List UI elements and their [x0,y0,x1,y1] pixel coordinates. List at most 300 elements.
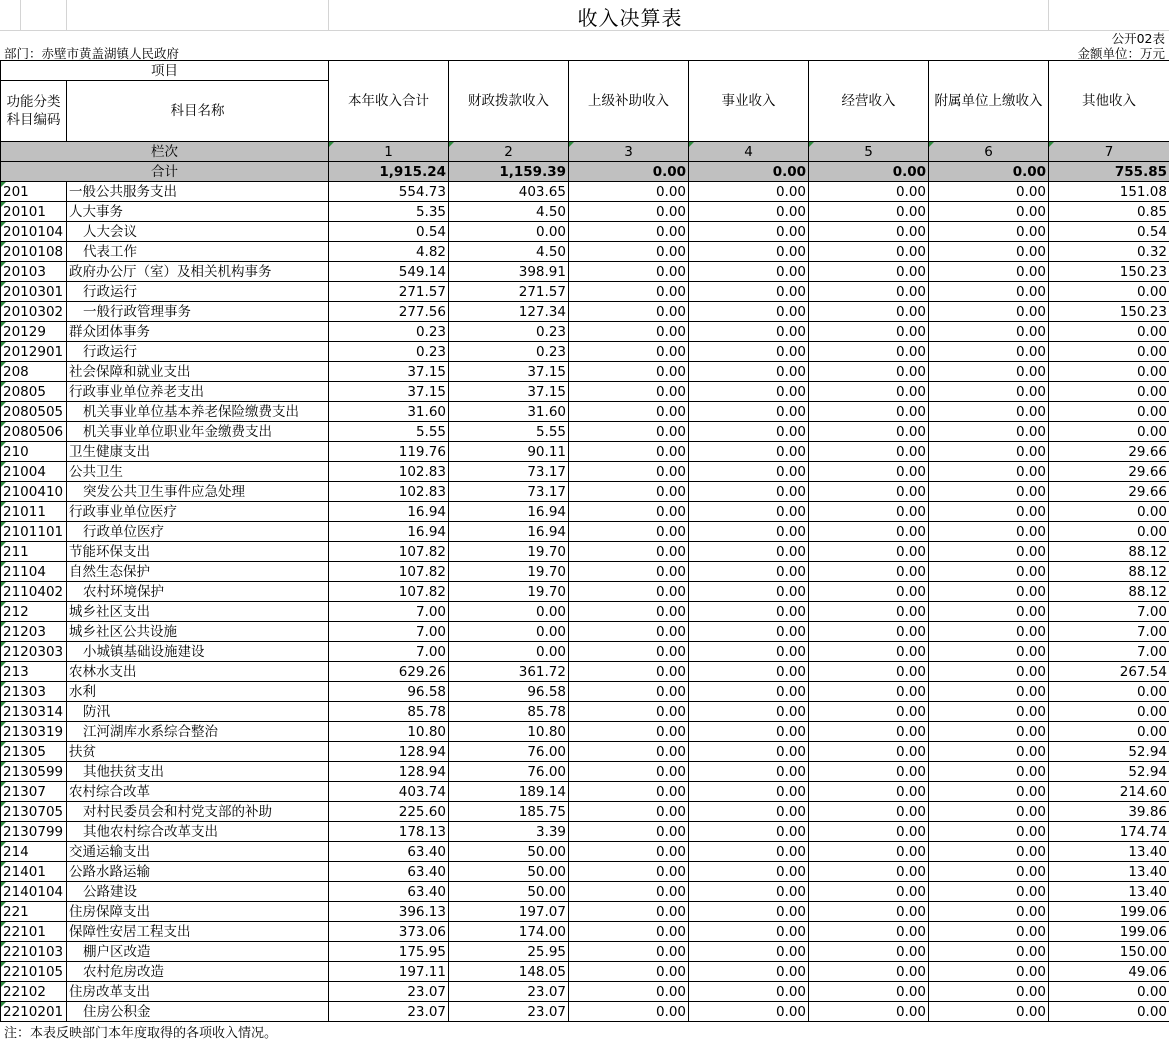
amount-cell[interactable]: 0.00 [689,662,809,682]
amount-cell[interactable]: 0.00 [569,882,689,902]
amount-cell[interactable]: 0.00 [569,502,689,522]
amount-cell[interactable]: 0.00 [689,582,809,602]
amount-cell[interactable]: 0.00 [929,362,1049,382]
amount-cell[interactable]: 0.00 [929,762,1049,782]
column-index-cell[interactable]: 7 [1049,142,1169,162]
amount-cell[interactable]: 0.00 [569,762,689,782]
amount-cell[interactable]: 0.00 [929,882,1049,902]
amount-cell[interactable]: 0.00 [809,362,929,382]
amount-cell[interactable]: 13.40 [1049,862,1169,882]
amount-cell[interactable]: 0.00 [929,1002,1049,1022]
amount-cell[interactable]: 197.07 [449,902,569,922]
amount-cell[interactable]: 0.00 [569,1002,689,1022]
amount-cell[interactable]: 0.00 [929,902,1049,922]
amount-cell[interactable]: 0.00 [689,382,809,402]
amount-cell[interactable]: 0.00 [689,542,809,562]
subject-name[interactable]: 人大会议 [67,222,329,242]
amount-cell[interactable]: 88.12 [1049,562,1169,582]
amount-cell[interactable]: 37.15 [329,362,449,382]
amount-cell[interactable]: 0.00 [569,582,689,602]
subject-code[interactable]: 208 [1,362,67,382]
amount-cell[interactable]: 73.17 [449,482,569,502]
amount-cell[interactable]: 0.00 [929,522,1049,542]
amount-cell[interactable]: 0.00 [809,382,929,402]
amount-cell[interactable]: 0.00 [809,222,929,242]
amount-cell[interactable]: 29.66 [1049,442,1169,462]
subject-code[interactable]: 20101 [1,202,67,222]
amount-cell[interactable]: 0.00 [809,822,929,842]
amount-cell[interactable]: 0.00 [809,422,929,442]
amount-cell[interactable]: 0.00 [809,202,929,222]
amount-cell[interactable]: 0.00 [809,982,929,1002]
amount-cell[interactable]: 23.07 [329,982,449,1002]
amount-cell[interactable]: 0.00 [929,702,1049,722]
amount-cell[interactable]: 0.00 [809,542,929,562]
amount-cell[interactable]: 37.15 [329,382,449,402]
amount-cell[interactable]: 0.00 [449,602,569,622]
amount-cell[interactable]: 0.00 [929,482,1049,502]
amount-cell[interactable]: 50.00 [449,842,569,862]
subject-code[interactable]: 21401 [1,862,67,882]
amount-cell[interactable]: 63.40 [329,882,449,902]
subject-name[interactable]: 机关事业单位基本养老保险缴费支出 [67,402,329,422]
amount-cell[interactable]: 0.00 [929,622,1049,642]
amount-cell[interactable]: 19.70 [449,582,569,602]
amount-cell[interactable]: 0.00 [809,862,929,882]
amount-cell[interactable]: 107.82 [329,582,449,602]
subject-code[interactable]: 2130599 [1,762,67,782]
subject-name[interactable]: 住房公积金 [67,1002,329,1022]
amount-cell[interactable]: 0.00 [929,542,1049,562]
amount-cell[interactable]: 7.00 [1049,622,1169,642]
amount-cell[interactable]: 0.00 [569,342,689,362]
amount-cell[interactable]: 0.00 [569,662,689,682]
amount-cell[interactable]: 0.00 [1049,362,1169,382]
amount-cell[interactable]: 5.55 [329,422,449,442]
amount-cell[interactable]: 0.00 [929,742,1049,762]
amount-cell[interactable]: 0.00 [689,562,809,582]
amount-cell[interactable]: 7.00 [329,622,449,642]
amount-cell[interactable]: 0.00 [1049,722,1169,742]
amount-cell[interactable]: 29.66 [1049,482,1169,502]
amount-cell[interactable]: 0.00 [809,802,929,822]
amount-cell[interactable]: 0.00 [569,182,689,202]
subject-code[interactable]: 2010302 [1,302,67,322]
column-index-cell[interactable]: 1 [329,142,449,162]
amount-cell[interactable]: 0.00 [569,482,689,502]
amount-cell[interactable]: 7.00 [1049,602,1169,622]
amount-cell[interactable]: 0.00 [689,802,809,822]
amount-cell[interactable]: 96.58 [329,682,449,702]
amount-cell[interactable]: 0.00 [689,862,809,882]
total-value[interactable]: 0.00 [809,162,929,182]
amount-cell[interactable]: 0.00 [689,822,809,842]
amount-cell[interactable]: 0.00 [569,982,689,1002]
amount-cell[interactable]: 0.00 [809,482,929,502]
amount-cell[interactable]: 0.00 [809,322,929,342]
amount-cell[interactable]: 0.00 [689,442,809,462]
subject-code[interactable]: 22102 [1,982,67,1002]
total-value[interactable]: 0.00 [569,162,689,182]
amount-cell[interactable]: 549.14 [329,262,449,282]
amount-cell[interactable]: 23.07 [329,1002,449,1022]
amount-cell[interactable]: 0.00 [809,682,929,702]
amount-cell[interactable]: 0.00 [809,282,929,302]
amount-cell[interactable]: 0.00 [689,402,809,422]
amount-cell[interactable]: 0.00 [809,1002,929,1022]
subject-name[interactable]: 水利 [67,682,329,702]
amount-cell[interactable]: 0.00 [1049,422,1169,442]
amount-cell[interactable]: 0.00 [689,322,809,342]
subject-code[interactable]: 2010108 [1,242,67,262]
total-value[interactable]: 1,915.24 [329,162,449,182]
amount-cell[interactable]: 0.00 [929,242,1049,262]
amount-cell[interactable]: 0.00 [569,262,689,282]
amount-cell[interactable]: 0.00 [689,602,809,622]
amount-cell[interactable]: 37.15 [449,362,569,382]
amount-cell[interactable]: 197.11 [329,962,449,982]
amount-cell[interactable]: 150.23 [1049,262,1169,282]
amount-cell[interactable]: 50.00 [449,882,569,902]
subject-code[interactable]: 212 [1,602,67,622]
amount-cell[interactable]: 73.17 [449,462,569,482]
amount-cell[interactable]: 0.00 [689,202,809,222]
subject-name[interactable]: 社会保障和就业支出 [67,362,329,382]
amount-cell[interactable]: 0.00 [689,702,809,722]
amount-cell[interactable]: 225.60 [329,802,449,822]
amount-cell[interactable]: 0.00 [809,642,929,662]
amount-cell[interactable]: 0.00 [569,822,689,842]
subject-code[interactable]: 2110402 [1,582,67,602]
amount-cell[interactable]: 267.54 [1049,662,1169,682]
amount-cell[interactable]: 0.00 [689,282,809,302]
amount-cell[interactable]: 0.00 [929,942,1049,962]
subject-name[interactable]: 对村民委员会和村党支部的补助 [67,802,329,822]
amount-cell[interactable]: 0.00 [689,842,809,862]
amount-cell[interactable]: 10.80 [449,722,569,742]
subject-name[interactable]: 扶贫 [67,742,329,762]
amount-cell[interactable]: 0.54 [1049,222,1169,242]
amount-cell[interactable]: 0.00 [689,502,809,522]
amount-cell[interactable]: 16.94 [329,522,449,542]
subject-code[interactable]: 210 [1,442,67,462]
amount-cell[interactable]: 7.00 [1049,642,1169,662]
subject-name[interactable]: 自然生态保护 [67,562,329,582]
amount-cell[interactable]: 0.23 [449,322,569,342]
amount-cell[interactable]: 0.00 [809,242,929,262]
subject-name[interactable]: 卫生健康支出 [67,442,329,462]
subject-code[interactable]: 2210105 [1,962,67,982]
amount-cell[interactable]: 0.00 [809,702,929,722]
amount-cell[interactable]: 0.00 [929,322,1049,342]
amount-cell[interactable]: 0.00 [689,742,809,762]
amount-cell[interactable]: 398.91 [449,262,569,282]
subject-code[interactable]: 2130314 [1,702,67,722]
amount-cell[interactable]: 0.00 [929,662,1049,682]
amount-cell[interactable]: 85.78 [449,702,569,722]
amount-cell[interactable]: 37.15 [449,382,569,402]
amount-cell[interactable]: 373.06 [329,922,449,942]
amount-cell[interactable]: 0.00 [929,342,1049,362]
amount-cell[interactable]: 0.00 [569,522,689,542]
amount-cell[interactable]: 0.00 [689,722,809,742]
subject-name[interactable]: 行政事业单位医疗 [67,502,329,522]
amount-cell[interactable]: 0.00 [929,502,1049,522]
amount-cell[interactable]: 0.00 [809,962,929,982]
subject-name[interactable]: 一般公共服务支出 [67,182,329,202]
amount-cell[interactable]: 0.00 [929,402,1049,422]
amount-cell[interactable]: 0.00 [929,282,1049,302]
amount-cell[interactable]: 4.50 [449,242,569,262]
subject-code[interactable]: 21303 [1,682,67,702]
amount-cell[interactable]: 0.00 [689,682,809,702]
amount-cell[interactable]: 0.00 [569,682,689,702]
amount-cell[interactable]: 0.00 [809,582,929,602]
amount-cell[interactable]: 0.00 [689,782,809,802]
amount-cell[interactable]: 0.00 [929,842,1049,862]
amount-cell[interactable]: 102.83 [329,482,449,502]
subject-code[interactable]: 221 [1,902,67,922]
subject-code[interactable]: 21004 [1,462,67,482]
amount-cell[interactable]: 150.23 [1049,302,1169,322]
amount-cell[interactable]: 0.00 [809,402,929,422]
amount-cell[interactable]: 16.94 [449,522,569,542]
subject-name[interactable]: 其他农村综合改革支出 [67,822,329,842]
amount-cell[interactable]: 0.00 [689,982,809,1002]
amount-cell[interactable]: 102.83 [329,462,449,482]
amount-cell[interactable]: 0.00 [569,602,689,622]
amount-cell[interactable]: 0.00 [689,922,809,942]
amount-cell[interactable]: 52.94 [1049,762,1169,782]
amount-cell[interactable]: 150.00 [1049,942,1169,962]
subject-code[interactable]: 2080505 [1,402,67,422]
subject-name[interactable]: 农林水支出 [67,662,329,682]
amount-cell[interactable]: 76.00 [449,742,569,762]
subject-name[interactable]: 保障性安居工程支出 [67,922,329,942]
subject-name[interactable]: 突发公共卫生事件应急处理 [67,482,329,502]
total-value[interactable]: 0.00 [929,162,1049,182]
amount-cell[interactable]: 13.40 [1049,842,1169,862]
subject-code[interactable]: 21307 [1,782,67,802]
amount-cell[interactable]: 128.94 [329,762,449,782]
amount-cell[interactable]: 174.74 [1049,822,1169,842]
amount-cell[interactable]: 151.08 [1049,182,1169,202]
subject-name[interactable]: 公共卫生 [67,462,329,482]
amount-cell[interactable]: 0.00 [689,762,809,782]
amount-cell[interactable]: 23.07 [449,1002,569,1022]
amount-cell[interactable]: 0.00 [929,382,1049,402]
amount-cell[interactable]: 0.00 [809,782,929,802]
amount-cell[interactable]: 10.80 [329,722,449,742]
subject-code[interactable]: 2010104 [1,222,67,242]
amount-cell[interactable]: 5.35 [329,202,449,222]
amount-cell[interactable]: 554.73 [329,182,449,202]
subject-code[interactable]: 2010301 [1,282,67,302]
subject-name[interactable]: 节能环保支出 [67,542,329,562]
amount-cell[interactable]: 0.00 [1049,1002,1169,1022]
amount-cell[interactable]: 0.00 [569,722,689,742]
amount-cell[interactable]: 0.00 [929,202,1049,222]
amount-cell[interactable]: 0.00 [569,302,689,322]
amount-cell[interactable]: 0.00 [809,902,929,922]
amount-cell[interactable]: 0.00 [929,602,1049,622]
subject-code[interactable]: 213 [1,662,67,682]
subject-code[interactable]: 2012901 [1,342,67,362]
amount-cell[interactable]: 0.00 [929,562,1049,582]
subject-code[interactable]: 2100410 [1,482,67,502]
amount-cell[interactable]: 0.00 [809,762,929,782]
amount-cell[interactable]: 0.00 [689,242,809,262]
subject-name[interactable]: 机关事业单位职业年金缴费支出 [67,422,329,442]
amount-cell[interactable]: 0.00 [809,602,929,622]
amount-cell[interactable]: 90.11 [449,442,569,462]
amount-cell[interactable]: 0.00 [929,642,1049,662]
subject-name[interactable]: 其他扶贫支出 [67,762,329,782]
amount-cell[interactable]: 277.56 [329,302,449,322]
amount-cell[interactable]: 0.00 [689,262,809,282]
amount-cell[interactable]: 0.00 [809,882,929,902]
amount-cell[interactable]: 4.50 [449,202,569,222]
amount-cell[interactable]: 0.00 [569,942,689,962]
amount-cell[interactable]: 0.00 [569,322,689,342]
amount-cell[interactable]: 403.74 [329,782,449,802]
amount-cell[interactable]: 0.00 [809,842,929,862]
amount-cell[interactable]: 3.39 [449,822,569,842]
subject-code[interactable]: 201 [1,182,67,202]
amount-cell[interactable]: 107.82 [329,562,449,582]
subject-name[interactable]: 公路水路运输 [67,862,329,882]
amount-cell[interactable]: 0.00 [929,422,1049,442]
amount-cell[interactable]: 0.00 [929,962,1049,982]
amount-cell[interactable]: 0.00 [929,462,1049,482]
amount-cell[interactable]: 0.00 [569,282,689,302]
subject-name[interactable]: 江河湖库水系综合整治 [67,722,329,742]
subject-name[interactable]: 农村综合改革 [67,782,329,802]
subject-code[interactable]: 2210103 [1,942,67,962]
amount-cell[interactable]: 0.00 [689,362,809,382]
amount-cell[interactable]: 0.00 [929,682,1049,702]
amount-cell[interactable]: 0.00 [569,902,689,922]
amount-cell[interactable]: 0.00 [809,742,929,762]
amount-cell[interactable]: 31.60 [449,402,569,422]
amount-cell[interactable]: 199.06 [1049,902,1169,922]
amount-cell[interactable]: 0.00 [689,962,809,982]
amount-cell[interactable]: 0.00 [689,482,809,502]
amount-cell[interactable]: 0.00 [569,402,689,422]
amount-cell[interactable]: 16.94 [449,502,569,522]
amount-cell[interactable]: 63.40 [329,842,449,862]
amount-cell[interactable]: 271.57 [449,282,569,302]
subject-name[interactable]: 棚户区改造 [67,942,329,962]
amount-cell[interactable]: 0.00 [689,882,809,902]
subject-name[interactable]: 行政事业单位养老支出 [67,382,329,402]
amount-cell[interactable]: 50.00 [449,862,569,882]
amount-cell[interactable]: 0.00 [689,462,809,482]
amount-cell[interactable]: 148.05 [449,962,569,982]
amount-cell[interactable]: 23.07 [449,982,569,1002]
total-value[interactable]: 1,159.39 [449,162,569,182]
subject-name[interactable]: 行政运行 [67,282,329,302]
amount-cell[interactable]: 0.00 [569,782,689,802]
subject-code[interactable]: 20805 [1,382,67,402]
amount-cell[interactable]: 0.00 [569,622,689,642]
subject-name[interactable]: 政府办公厅（室）及相关机构事务 [67,262,329,282]
amount-cell[interactable]: 0.00 [809,502,929,522]
amount-cell[interactable]: 0.00 [929,262,1049,282]
amount-cell[interactable]: 16.94 [329,502,449,522]
amount-cell[interactable]: 396.13 [329,902,449,922]
amount-cell[interactable]: 0.00 [809,262,929,282]
amount-cell[interactable]: 175.95 [329,942,449,962]
amount-cell[interactable]: 0.00 [689,942,809,962]
subject-name[interactable]: 住房保障支出 [67,902,329,922]
amount-cell[interactable]: 0.00 [569,702,689,722]
amount-cell[interactable]: 0.00 [929,582,1049,602]
amount-cell[interactable]: 189.14 [449,782,569,802]
amount-cell[interactable]: 185.75 [449,802,569,822]
amount-cell[interactable]: 0.00 [929,302,1049,322]
amount-cell[interactable]: 403.65 [449,182,569,202]
amount-cell[interactable]: 0.00 [569,742,689,762]
amount-cell[interactable]: 0.00 [929,442,1049,462]
subject-name[interactable]: 行政单位医疗 [67,522,329,542]
amount-cell[interactable]: 0.00 [929,182,1049,202]
amount-cell[interactable]: 127.34 [449,302,569,322]
amount-cell[interactable]: 0.00 [689,902,809,922]
amount-cell[interactable]: 0.00 [1049,502,1169,522]
amount-cell[interactable]: 52.94 [1049,742,1169,762]
amount-cell[interactable]: 0.00 [569,382,689,402]
subject-code[interactable]: 20129 [1,322,67,342]
amount-cell[interactable]: 0.00 [809,302,929,322]
total-value[interactable]: 0.00 [689,162,809,182]
amount-cell[interactable]: 96.58 [449,682,569,702]
amount-cell[interactable]: 0.00 [569,922,689,942]
amount-cell[interactable]: 0.00 [809,942,929,962]
amount-cell[interactable]: 4.82 [329,242,449,262]
amount-cell[interactable]: 7.00 [329,642,449,662]
amount-cell[interactable]: 0.54 [329,222,449,242]
amount-cell[interactable]: 0.00 [1049,382,1169,402]
subject-name[interactable]: 代表工作 [67,242,329,262]
amount-cell[interactable]: 0.00 [689,642,809,662]
amount-cell[interactable]: 0.00 [809,522,929,542]
amount-cell[interactable]: 0.00 [929,722,1049,742]
amount-cell[interactable]: 0.00 [809,442,929,462]
subject-name[interactable]: 行政运行 [67,342,329,362]
amount-cell[interactable]: 88.12 [1049,542,1169,562]
amount-cell[interactable]: 0.85 [1049,202,1169,222]
amount-cell[interactable]: 0.00 [689,222,809,242]
amount-cell[interactable]: 0.00 [569,562,689,582]
amount-cell[interactable]: 0.00 [569,242,689,262]
amount-cell[interactable]: 0.00 [569,442,689,462]
amount-cell[interactable]: 0.00 [809,722,929,742]
amount-cell[interactable]: 0.23 [449,342,569,362]
amount-cell[interactable]: 0.00 [569,642,689,662]
amount-cell[interactable]: 39.86 [1049,802,1169,822]
subject-name[interactable]: 小城镇基础设施建设 [67,642,329,662]
amount-cell[interactable]: 85.78 [329,702,449,722]
column-index-cell[interactable]: 2 [449,142,569,162]
subject-code[interactable]: 2130799 [1,822,67,842]
amount-cell[interactable]: 0.23 [329,322,449,342]
amount-cell[interactable]: 107.82 [329,542,449,562]
amount-cell[interactable]: 0.00 [1049,322,1169,342]
amount-cell[interactable]: 0.00 [929,922,1049,942]
subject-name[interactable]: 一般行政管理事务 [67,302,329,322]
amount-cell[interactable]: 0.00 [569,362,689,382]
